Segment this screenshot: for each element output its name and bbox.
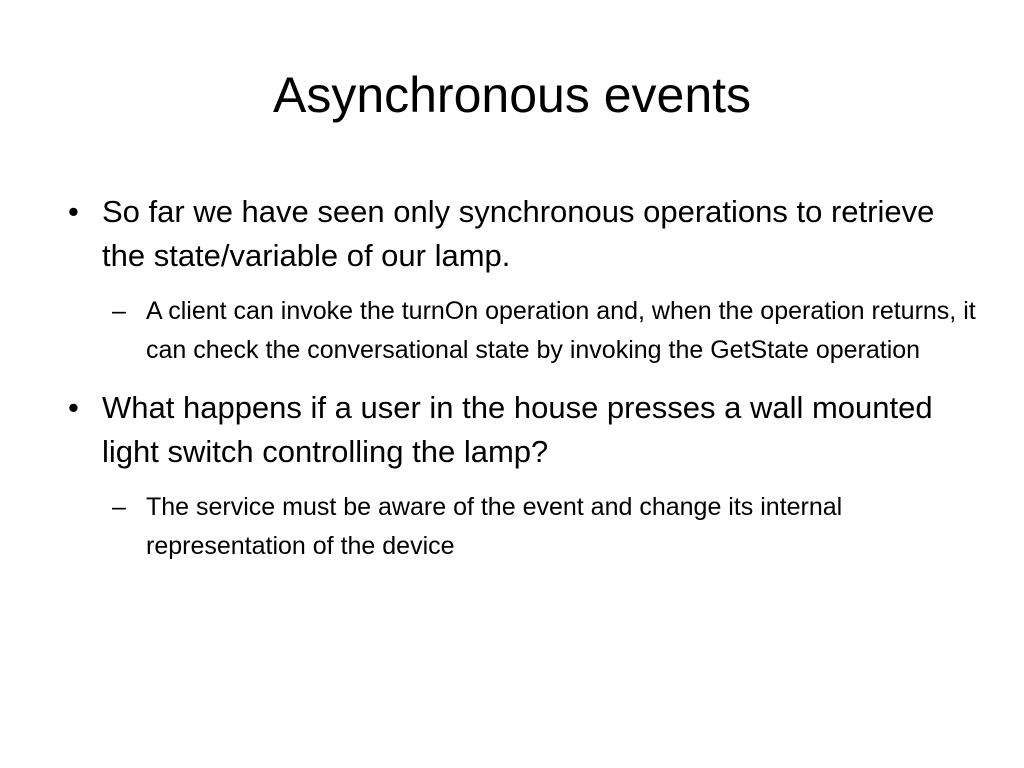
bullet-text: So far we have seen only synchronous operations to retrieve the state/variable of our lamp. [102,194,935,273]
sub-bullet-text: The service must be aware of the event and change its internal representation of the device [146,493,843,560]
bullet-marker: • [68,390,79,425]
bullet-marker: • [68,194,79,229]
bullet-text: What happens if a user in the house presses a wall mounted light switch controlling the lamp? [102,390,933,469]
sub-bullet-item [60,488,980,566]
sub-bullet-marker: – [112,493,126,521]
sub-bullet-marker: – [112,297,126,325]
slide-content [60,190,980,582]
sub-bullet-item [60,292,980,370]
bullet-item [60,190,980,278]
slide-title: Asynchronous events [272,67,752,123]
sub-bullet-text: A client can invoke the turnOn operation and, when the operation returns, it can check the conversational state by invoking the GetState operation [146,297,976,364]
bullet-item [60,386,980,474]
